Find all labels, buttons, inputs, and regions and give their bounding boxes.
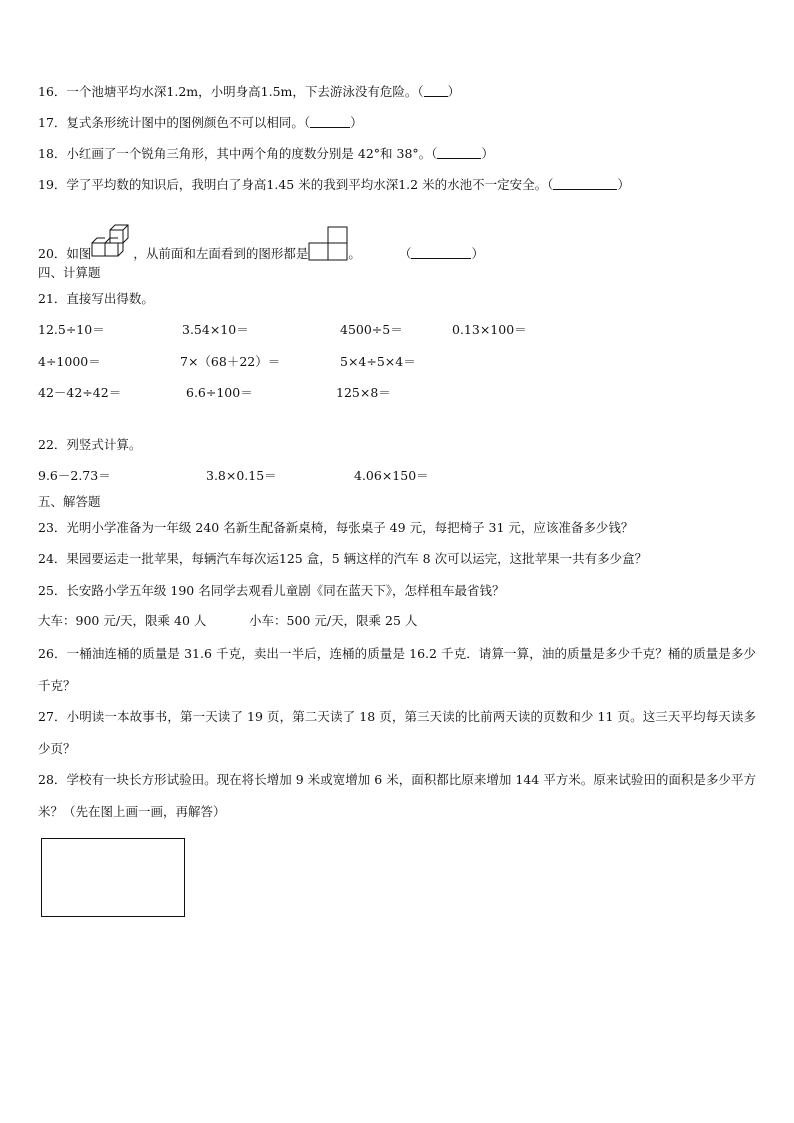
question-25: 25．长安路小学五年级 190 名同学去观看儿童剧《同在蓝天下》，怎样租车最省钱？	[38, 583, 505, 598]
question-26: 26．一桶油连桶的质量是 31.6 千克，卖出一半后，连桶的质量是 16.2 千克．请算一算，油的质量是多少千克？桶的质量是多少千克？	[38, 646, 756, 693]
question-16: 16．一个池塘平均水深1.2m，小明身高1.5m，下去游泳没有危险。（ ）	[38, 84, 461, 99]
question-19: 19．学了平均数的知识后，我明白了身高1.45 米的我到平均水深1.2 米的水池不一定安全。（ ）	[38, 177, 630, 192]
answer-blank[interactable]	[424, 84, 448, 97]
front-left-view-figure	[308, 226, 348, 266]
question-20: 20．如图 ，从前面和左面看到的图形都是 。 （ ）	[38, 222, 484, 266]
small-bus-rate: 小车：500 元/天，限乘 25 人	[249, 613, 418, 628]
calc-item: 9.6－2.73＝	[38, 468, 111, 483]
calc-item: 12.5÷10＝	[38, 322, 105, 337]
calc-item: 4.06×150＝	[354, 468, 429, 483]
calc-item: 4500÷5＝	[340, 322, 403, 337]
question-22-title: 22．列竖式计算。	[38, 437, 142, 452]
answer-blank[interactable]	[437, 146, 481, 159]
answer-blank[interactable]	[310, 115, 350, 128]
cube-stack-figure	[91, 222, 133, 266]
question-21-title: 21．直接写出得数。	[38, 291, 154, 306]
calc-item: 5×4÷5×4＝	[340, 354, 416, 369]
question-24: 24．果园要运走一批苹果，每辆汽车每次运125 盒，5 辆这样的汽车 8 次可以运完，这批苹果一共有多少盒？	[38, 551, 648, 566]
calc-item: 6.6÷100＝	[186, 385, 253, 400]
question-28: 28．学校有一块长方形试验田。现在将长增加 9 米或宽增加 6 米，面积都比原来增加 144 平方米。原来试验田的面积是多少平方米？（先在图上画一画，再解答）	[38, 772, 756, 819]
test-field-rectangle[interactable]	[41, 838, 185, 917]
calc-item: 3.8×0.15＝	[206, 468, 277, 483]
question-23: 23．光明小学准备为一年级 240 名新生配备新桌椅，每张桌子 49 元，每把椅子 31 元，应该准备多少钱？	[38, 520, 634, 535]
question-17: 17．复式条形统计图中的图例颜色不可以相同。（ ）	[38, 115, 363, 130]
question-27: 27．小明读一本故事书，第一天读了 19 页，第二天读了 18 页，第三天读的比前两天读的页数和少 11 页。这三天平均每天读多少页？	[38, 709, 756, 756]
calc-item: 3.54×10＝	[182, 322, 249, 337]
calc-item: 0.13×100＝	[452, 322, 527, 337]
calc-item: 4÷1000＝	[38, 354, 101, 369]
calc-item: 125×8＝	[336, 385, 391, 400]
big-bus-rate: 大车：900 元/天，限乘 40 人	[38, 613, 207, 628]
section-5-title: 五、解答题	[38, 494, 101, 509]
answer-blank[interactable]	[411, 246, 471, 259]
calc-item: 7×（68＋22）＝	[180, 354, 281, 369]
answer-blank[interactable]	[553, 177, 617, 190]
calc-item: 42－42÷42＝	[38, 385, 122, 400]
section-4-title: 四、计算题	[38, 265, 101, 280]
question-18: 18．小红画了一个锐角三角形，其中两个角的度数分别是 42°和 38°。（ ）	[38, 146, 494, 161]
